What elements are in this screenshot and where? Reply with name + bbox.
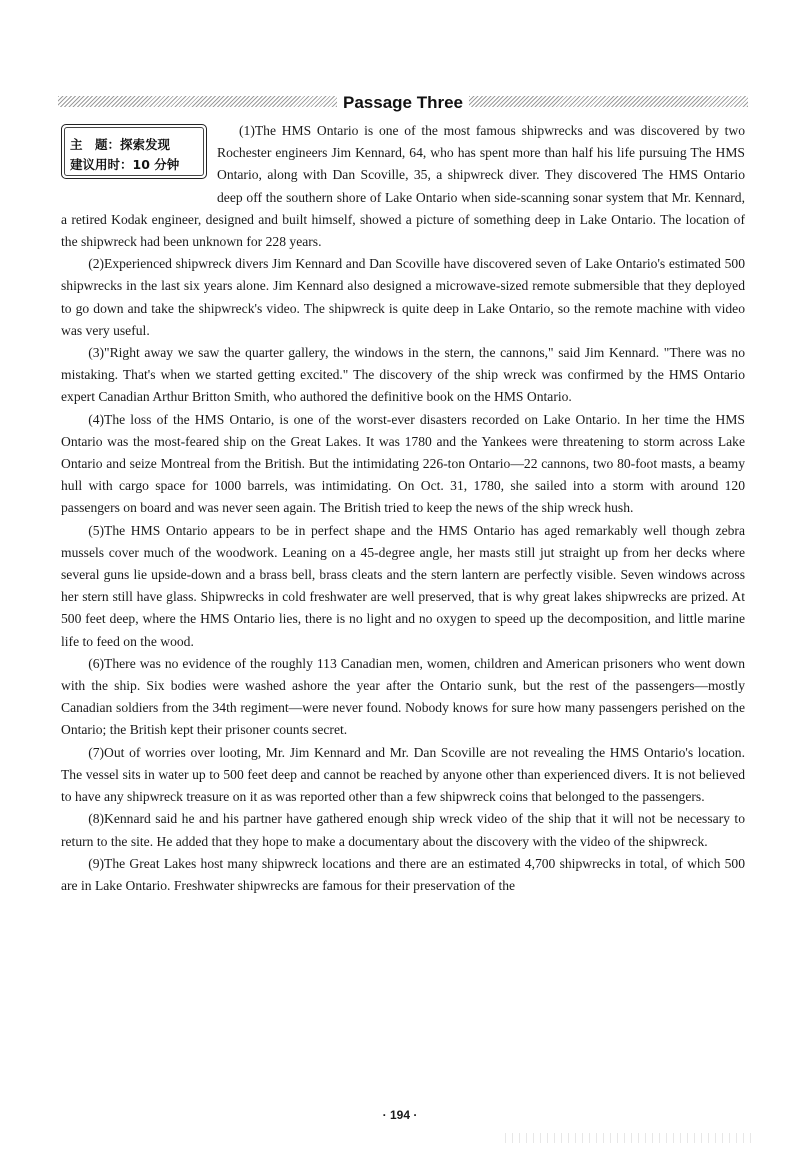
paragraph-5: (5)The HMS Ontario appears to be in perfect shape and the HMS Ontario has aged remarkably well though zebra mussels cover much of the woodwork. Leaning on a 45-degree angle, her masts still jut straight up from her decks where several guns lie upside-down and a brass bell, brass cleats and the stern lantern are perfectly visible. Seven windows across her stern still have glass. Shipwrecks in cold freshwater are well preserved, that is why great lakes shipwrecks are prized. At 500 feet deep, where the HMS Ontario lies, there is no light and no oxygen to speed up the decomposition, and little marine life to feed on the wood. [61,522,745,649]
paragraph-1: (1)The HMS Ontario is one of the most famous shipwrecks and was discovered by two Rochester engineers Jim Kennard, 64, who has spent more than half his life pursuing The HMS Ontario, along with Dan Scoville, 35, a shipwreck diver. They discovered The HMS Ontario deep off the southern shore of Lake Ontario when side-scanning sonar system that Mr. Kennard, a retired Kodak engineer, designed and built himself, showed a picture of something deep in Lake Ontario. The location of the shipwreck had been unknown for 228 years. [61,123,745,250]
passage-header [58,88,748,114]
header-rule-left [58,96,337,107]
passage-title: Passage Three [343,93,464,112]
suggested-time-label: 建议用时：10 分钟 [70,157,180,172]
paragraph-2: (2)Experienced shipwreck divers Jim Kennard and Dan Scoville have discovered seven of Lake Ontario's estimated 500 shipwrecks in the last six years alone. Jim Kennard also designed a microwave-sized remote submersible that they deployed to go down and take the shipwreck's video. The shipwreck is quite deep in Lake Ontario, so the remote machine with video was very useful. [61,256,745,338]
topic-label: 主 题：探索发现 [70,137,171,152]
scan-noise [505,1133,755,1143]
paragraph-3: (3)"Right away we saw the quarter gallery, the windows in the stern, the cannons," said Jim Kennard. "There was no mistaking. That's when we started getting excited." The discovery of the ship wreck was confirmed by the HMS Ontario expert Canadian Arthur Britton Smith, who authored the definitive book on the HMS Ontario. [61,345,745,405]
paragraph-8: (8)Kennard said he and his partner have gathered enough ship wreck video of the ship that it will not be necessary to return to the site. He added that they hope to make a documentary about the discovery with the video of the shipwreck. [61,811,745,849]
paragraph-6: (6)There was no evidence of the roughly 113 Canadian men, women, children and American prisoners who went down with the ship. Six bodies were washed ashore the year after the Ontario sunk, but the rest of the passengers—mostly Canadian soldiers from the 34th regiment—were never found. Nobody knows for sure how many passengers perished on the Ontario; the British kept their prisoner counts secret. [61,655,745,738]
page-number: · 194 · [0,1108,800,1122]
paragraph-4: (4)The loss of the HMS Ontario, is one of the worst-ever disasters recorded on Lake Ontario. In her time the HMS Ontario was the most-feared ship on the Great Lakes. It was 1780 and the Yankees were threatening to storm across Lake Ontario and seize Montreal from the British. But the intimidating 226-ton Ontario—22 cannons, two 80-foot masts, a beamy hull with cargo space for 1000 barrels, was intimidating. On Oct. 31, 1780, she sailed into a storm with around 120 passengers on board and was never seen again. The British tried to keep the news of the ship wreck hush. [61,411,745,516]
topic-box-spacer [61,120,217,205]
paragraph-7: (7)Out of worries over looting, Mr. Jim Kennard and Mr. Dan Scoville are not revealing the HMS Ontario's location. The vessel sits in water up to 500 feet deep and cannot be reached by anyone other than experienced divers. It is not believed to have any shipwreck treasure on it as was reported other than a few shipwreck coins that belonged to the passengers. [61,744,745,805]
passage-body [61,120,745,897]
paragraph-9: (9)The Great Lakes host many shipwreck locations and there are an estimated 4,700 shipwrecks in total, of which 500 are in Lake Ontario. Freshwater shipwrecks are famous for their preservation of the [61,855,745,893]
header-rule-right [469,96,748,107]
